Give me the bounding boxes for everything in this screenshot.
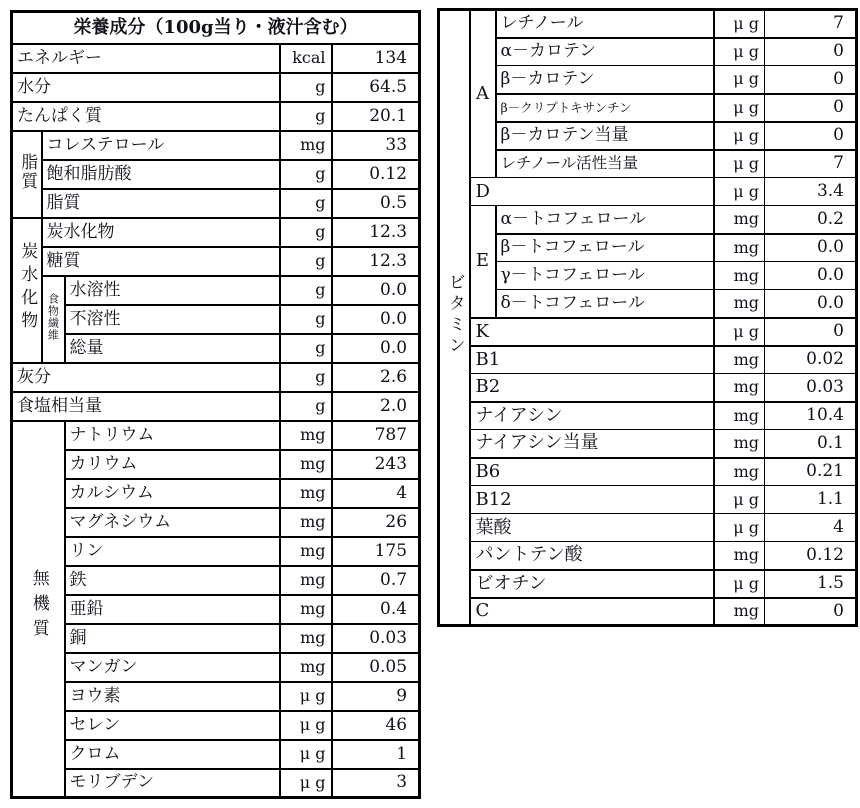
table-row <box>439 94 857 122</box>
row-label: 銅 <box>65 624 280 653</box>
group-label-dietary-fiber: 食物繊維 <box>42 276 65 363</box>
row-unit: g <box>280 160 332 189</box>
table-row <box>12 740 420 769</box>
row-value: 0 <box>765 94 857 122</box>
row-unit: mg <box>714 206 765 234</box>
row-unit: μ g <box>714 150 765 178</box>
row-value: 7 <box>765 150 857 178</box>
row-label: β－カロテン <box>496 66 714 94</box>
row-value: 7 <box>765 10 857 38</box>
row-unit: mg <box>714 234 765 262</box>
row-label-folic-acid: 葉酸 <box>470 514 714 542</box>
row-unit: μ g <box>714 514 765 542</box>
table-row <box>439 374 857 402</box>
row-value: 33 <box>332 131 420 160</box>
row-unit: g <box>280 334 332 363</box>
table-row <box>12 682 420 711</box>
row-value: 0.0 <box>765 262 857 290</box>
row-label-pantothenic-acid: パントテン酸 <box>470 542 714 570</box>
row-label: α－カロテン <box>496 38 714 66</box>
row-unit: μ g <box>714 38 765 66</box>
row-value: 0 <box>765 38 857 66</box>
row-unit: mg <box>714 458 765 486</box>
row-value: 0.0 <box>332 305 420 334</box>
row-label: クロム <box>65 740 280 769</box>
row-label: たんぱく質 <box>12 102 280 131</box>
row-value: 134 <box>332 44 420 73</box>
row-label: 総量 <box>65 334 280 363</box>
row-value: 243 <box>332 450 420 479</box>
row-label: δ－トコフェロール <box>496 290 714 318</box>
row-label: γ－トコフェロール <box>496 262 714 290</box>
row-value: 0.0 <box>332 276 420 305</box>
row-value: 9 <box>332 682 420 711</box>
row-value: 0 <box>765 66 857 94</box>
row-unit: mg <box>280 508 332 537</box>
nutrition-table-main <box>10 10 421 799</box>
row-value: 0.02 <box>765 346 857 374</box>
row-value: 26 <box>332 508 420 537</box>
table-row <box>12 334 420 363</box>
table-row <box>12 218 420 247</box>
table-row <box>439 318 857 346</box>
row-unit: μ g <box>714 318 765 346</box>
row-unit: mg <box>714 430 765 458</box>
row-label-vitamin-b6: B6 <box>470 458 714 486</box>
row-label: コレステロール <box>42 131 280 160</box>
table-row <box>439 598 857 626</box>
row-label: レチノール <box>496 10 714 38</box>
table-row <box>12 508 420 537</box>
row-label-vitamin-c: C <box>470 598 714 626</box>
row-unit: mg <box>280 595 332 624</box>
group-label-vitamin-a: A <box>470 10 496 178</box>
row-unit: mg <box>714 262 765 290</box>
row-value: 4 <box>765 514 857 542</box>
row-value: 3 <box>332 769 420 798</box>
row-value: 0.12 <box>332 160 420 189</box>
row-value: 0.0 <box>765 290 857 318</box>
row-value: 4 <box>332 479 420 508</box>
row-unit: g <box>280 276 332 305</box>
table-title: 栄養成分（100g当り・液汁含む） <box>12 12 420 44</box>
row-unit: g <box>280 73 332 102</box>
table-row <box>439 178 857 206</box>
row-value: 1.1 <box>765 486 857 514</box>
row-unit: g <box>280 247 332 276</box>
row-unit: g <box>280 305 332 334</box>
row-unit: μ g <box>714 122 765 150</box>
row-label: β－トコフェロール <box>496 234 714 262</box>
row-value: 0 <box>765 122 857 150</box>
row-label: 水分 <box>12 73 280 102</box>
row-label: ナトリウム <box>65 421 280 450</box>
table-row <box>439 290 857 318</box>
table-row <box>439 458 857 486</box>
row-value: 175 <box>332 537 420 566</box>
row-value: 0.21 <box>765 458 857 486</box>
row-label: マンガン <box>65 653 280 682</box>
row-unit: mg <box>280 479 332 508</box>
table-row <box>439 122 857 150</box>
row-unit: mg <box>714 346 765 374</box>
row-label: α－トコフェロール <box>496 206 714 234</box>
row-value: 0 <box>765 598 857 626</box>
table-row <box>12 769 420 798</box>
row-label: レチノール活性当量 <box>496 150 714 178</box>
group-label-carbohydrate: 炭水化物 <box>12 218 42 363</box>
row-value: 787 <box>332 421 420 450</box>
row-unit: mg <box>714 542 765 570</box>
group-label-vitamin-e: E <box>470 206 496 318</box>
row-value: 0.0 <box>332 334 420 363</box>
row-label: 糖質 <box>42 247 280 276</box>
table-row <box>12 276 420 305</box>
row-label-niacin-equivalent: ナイアシン当量 <box>470 430 714 458</box>
row-value: 0.1 <box>765 430 857 458</box>
table-row <box>439 514 857 542</box>
row-unit: mg <box>280 450 332 479</box>
row-unit: g <box>280 392 332 421</box>
row-value: 1.5 <box>765 570 857 598</box>
row-unit: μ g <box>714 178 765 206</box>
row-value: 0.2 <box>765 206 857 234</box>
table-row <box>439 542 857 570</box>
row-value: 0 <box>765 318 857 346</box>
row-label: 鉄 <box>65 566 280 595</box>
row-value: 12.3 <box>332 218 420 247</box>
row-unit: mg <box>280 421 332 450</box>
table-row <box>439 570 857 598</box>
row-unit: μ g <box>280 682 332 711</box>
table-row <box>439 346 857 374</box>
row-value: 46 <box>332 711 420 740</box>
row-unit: mg <box>714 598 765 626</box>
table-row <box>439 150 857 178</box>
row-label: 食塩相当量 <box>12 392 280 421</box>
row-unit: μ g <box>714 10 765 38</box>
row-label: 亜鉛 <box>65 595 280 624</box>
row-label: マグネシウム <box>65 508 280 537</box>
table-row <box>12 305 420 334</box>
row-value: 0.05 <box>332 653 420 682</box>
row-value: 2.6 <box>332 363 420 392</box>
row-unit: g <box>280 218 332 247</box>
row-label: 灰分 <box>12 363 280 392</box>
table-row <box>12 102 420 131</box>
row-label-niacin: ナイアシン <box>470 402 714 430</box>
table-row <box>12 711 420 740</box>
table-row <box>439 402 857 430</box>
table-row <box>12 363 420 392</box>
row-unit: μ g <box>280 769 332 798</box>
row-label: 水溶性 <box>65 276 280 305</box>
row-unit: mg <box>280 653 332 682</box>
table-row <box>439 430 857 458</box>
row-unit: g <box>280 363 332 392</box>
row-label: リン <box>65 537 280 566</box>
row-label: 炭水化物 <box>42 218 280 247</box>
row-unit: g <box>280 189 332 218</box>
table-row <box>12 624 420 653</box>
table-row <box>12 537 420 566</box>
table-row <box>439 38 857 66</box>
table-row <box>12 653 420 682</box>
row-unit: kcal <box>280 44 332 73</box>
row-unit: μ g <box>714 486 765 514</box>
group-label-vitamins: ビタミン <box>439 10 470 626</box>
row-value: 1 <box>332 740 420 769</box>
group-label-minerals: 無機質 <box>12 421 65 798</box>
row-value: 10.4 <box>765 402 857 430</box>
group-label-fat: 脂質 <box>12 131 42 218</box>
nutrition-table-vitamins <box>437 8 858 627</box>
row-label-vitamin-d: D <box>470 178 714 206</box>
table-row <box>12 392 420 421</box>
row-unit: mg <box>280 624 332 653</box>
row-label: ヨウ素 <box>65 682 280 711</box>
table-row <box>12 73 420 102</box>
row-unit: μ g <box>280 711 332 740</box>
row-label: 脂質 <box>42 189 280 218</box>
row-value: 3.4 <box>765 178 857 206</box>
row-label: カルシウム <box>65 479 280 508</box>
row-label: β－クリプトキサンチン <box>496 94 714 122</box>
row-label: モリブデン <box>65 769 280 798</box>
table-row <box>12 421 420 450</box>
table-row <box>12 595 420 624</box>
row-unit: μ g <box>280 740 332 769</box>
row-unit: mg <box>714 290 765 318</box>
row-unit: mg <box>714 402 765 430</box>
row-value: 64.5 <box>332 73 420 102</box>
row-unit: g <box>280 102 332 131</box>
table-row <box>12 247 420 276</box>
table-row <box>12 44 420 73</box>
row-label: セレン <box>65 711 280 740</box>
row-label-vitamin-b12: B12 <box>470 486 714 514</box>
table-row <box>12 12 420 44</box>
row-value: 0.03 <box>765 374 857 402</box>
row-unit: mg <box>280 566 332 595</box>
row-label: エネルギー <box>12 44 280 73</box>
row-label-vitamin-k: K <box>470 318 714 346</box>
table-row <box>439 66 857 94</box>
table-row <box>439 10 857 38</box>
row-label: 不溶性 <box>65 305 280 334</box>
table-row <box>12 450 420 479</box>
row-unit: μ g <box>714 94 765 122</box>
table-row <box>439 234 857 262</box>
row-unit: μ g <box>714 570 765 598</box>
row-value: 0.03 <box>332 624 420 653</box>
row-label: β－カロテン当量 <box>496 122 714 150</box>
row-label-vitamin-b1: B1 <box>470 346 714 374</box>
row-value: 0.0 <box>765 234 857 262</box>
row-label: カリウム <box>65 450 280 479</box>
table-row <box>439 486 857 514</box>
table-row <box>12 189 420 218</box>
table-row <box>439 262 857 290</box>
row-label: 飽和脂肪酸 <box>42 160 280 189</box>
row-value: 20.1 <box>332 102 420 131</box>
table-row <box>12 566 420 595</box>
row-unit: mg <box>280 537 332 566</box>
table-row <box>12 479 420 508</box>
table-row <box>12 131 420 160</box>
table-row <box>439 206 857 234</box>
row-value: 2.0 <box>332 392 420 421</box>
row-value: 0.5 <box>332 189 420 218</box>
row-value: 12.3 <box>332 247 420 276</box>
row-value: 0.4 <box>332 595 420 624</box>
row-unit: μ g <box>714 66 765 94</box>
row-unit: mg <box>714 374 765 402</box>
row-value: 0.12 <box>765 542 857 570</box>
row-value: 0.7 <box>332 566 420 595</box>
row-label-biotin: ビオチン <box>470 570 714 598</box>
row-label-vitamin-b2: B2 <box>470 374 714 402</box>
table-row <box>12 160 420 189</box>
row-unit: mg <box>280 131 332 160</box>
